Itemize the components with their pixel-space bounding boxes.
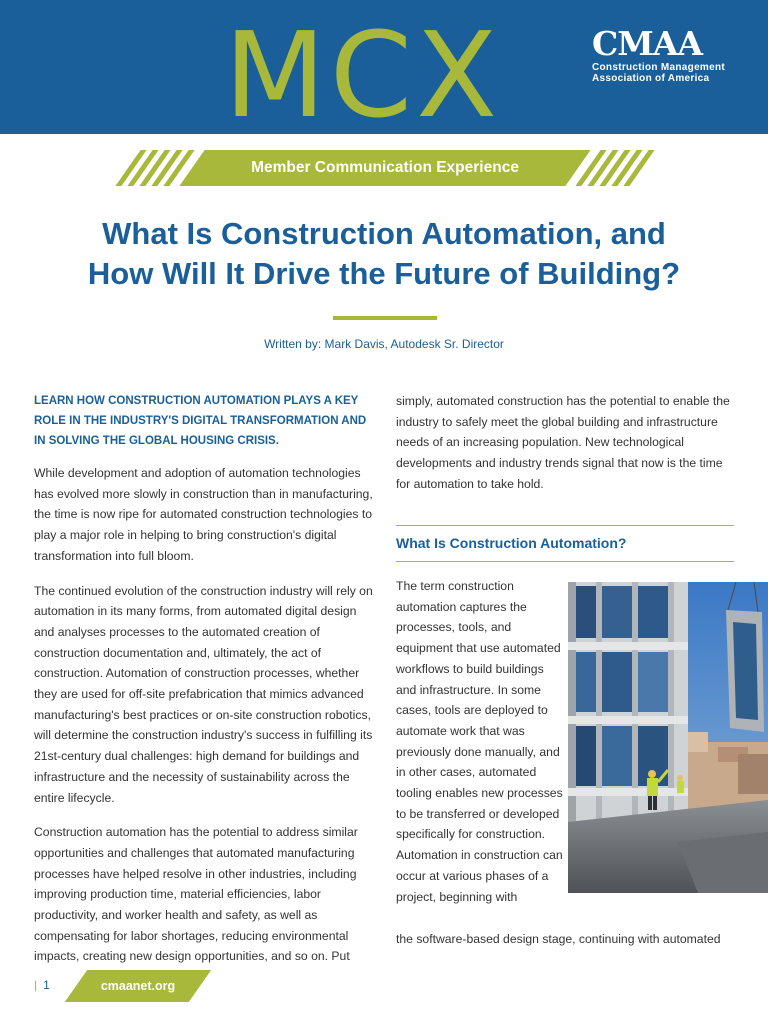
cmaa-logo-subtitle-2: Association of America (592, 73, 710, 84)
section-heading: What Is Construction Automation? (396, 535, 627, 551)
member-banner (0, 146, 768, 190)
byline: Written by: Mark Davis, Autodesk Sr. Director (264, 337, 504, 351)
body-paragraph: Construction automation has the potential to address similar opportunities and challenges that automated manufacturing processes have helped resolve in other industries, including improving production time, material efficiencies, labor productivity, and worker health and safety, as well as compensating for labor shortages, reducing environmental impacts, creating new design opportunities, and so on. Put (34, 825, 358, 964)
mcx-logo: MCX (224, 6, 502, 134)
page-number-divider: | (34, 978, 38, 992)
article-title-line-2: How Will It Drive the Future of Building? (87, 256, 681, 291)
page-footer (0, 966, 768, 1006)
left-column (34, 391, 376, 981)
page-number-value: 1 (43, 978, 50, 992)
section-paragraph: The term construction automation captures the processes, tools, and equipment that use automated workflows to build buildings and infrastructure. In some cases, tools are deployed to automate work that was previously done manually, and in other cases, automated tooling enables new processes to be transferred or developed specifically for construction. Automation in construction can occur at various phases of a project, beginning with (396, 579, 563, 904)
section-paragraph-continued: the software-based design stage, continuing with automated (396, 932, 721, 946)
page-number (34, 978, 50, 992)
title-divider (333, 316, 437, 320)
body-paragraph: simply, automated construction has the potential to enable the industry to safely meet the global building and infrastructure needs of an increasing population. New technological developments and industry trends signal that now is the time for automation to take hold. (396, 394, 730, 491)
banner-label: Member Communication Experience (251, 159, 519, 176)
section-rule-top (396, 525, 734, 526)
cmaa-logo[interactable] (592, 26, 725, 84)
masthead (0, 0, 768, 134)
body-paragraph: While development and adoption of automation technologies has evolved more slowly in construction than in manufacturing, the time is now ripe for automated construction technologies to play a major role in helping to bring construction's digital transformation into full bloom. (34, 466, 373, 563)
section-rule-bottom (396, 561, 734, 562)
construction-photo (568, 582, 768, 893)
lead-paragraph: LEARN HOW CONSTRUCTION AUTOMATION PLAYS A KEY ROLE IN THE INDUSTRY'S DIGITAL TRANSFORMATION AND IN SOLVING THE GLOBAL HOUSING CRISIS. (34, 395, 367, 447)
article-title-line-1: What Is Construction Automation, and (102, 216, 666, 251)
right-column (396, 391, 738, 509)
cmaa-logo-name: CMAA (592, 24, 703, 63)
website-link[interactable]: cmaanet.org (100, 979, 176, 993)
cmaa-logo-subtitle-1: Construction Management (592, 62, 726, 73)
body-paragraph: The continued evolution of the construction industry will rely on automation in its many forms, from automated digital design and analyses processes to the automated creation of construction documentation and, ultimately, the act of construction. Automation of construction processes, whether they are used for off-site prefabrication that mimics advanced manufacturing's best practices or on-site construction robotics, will determine the construction industry's success in fulfilling its 21st-century dual challenges: high demand for buildings and infrastructure and the necessity of sustainability across the entire lifecycle. (34, 583, 373, 805)
article-title (20, 214, 748, 294)
